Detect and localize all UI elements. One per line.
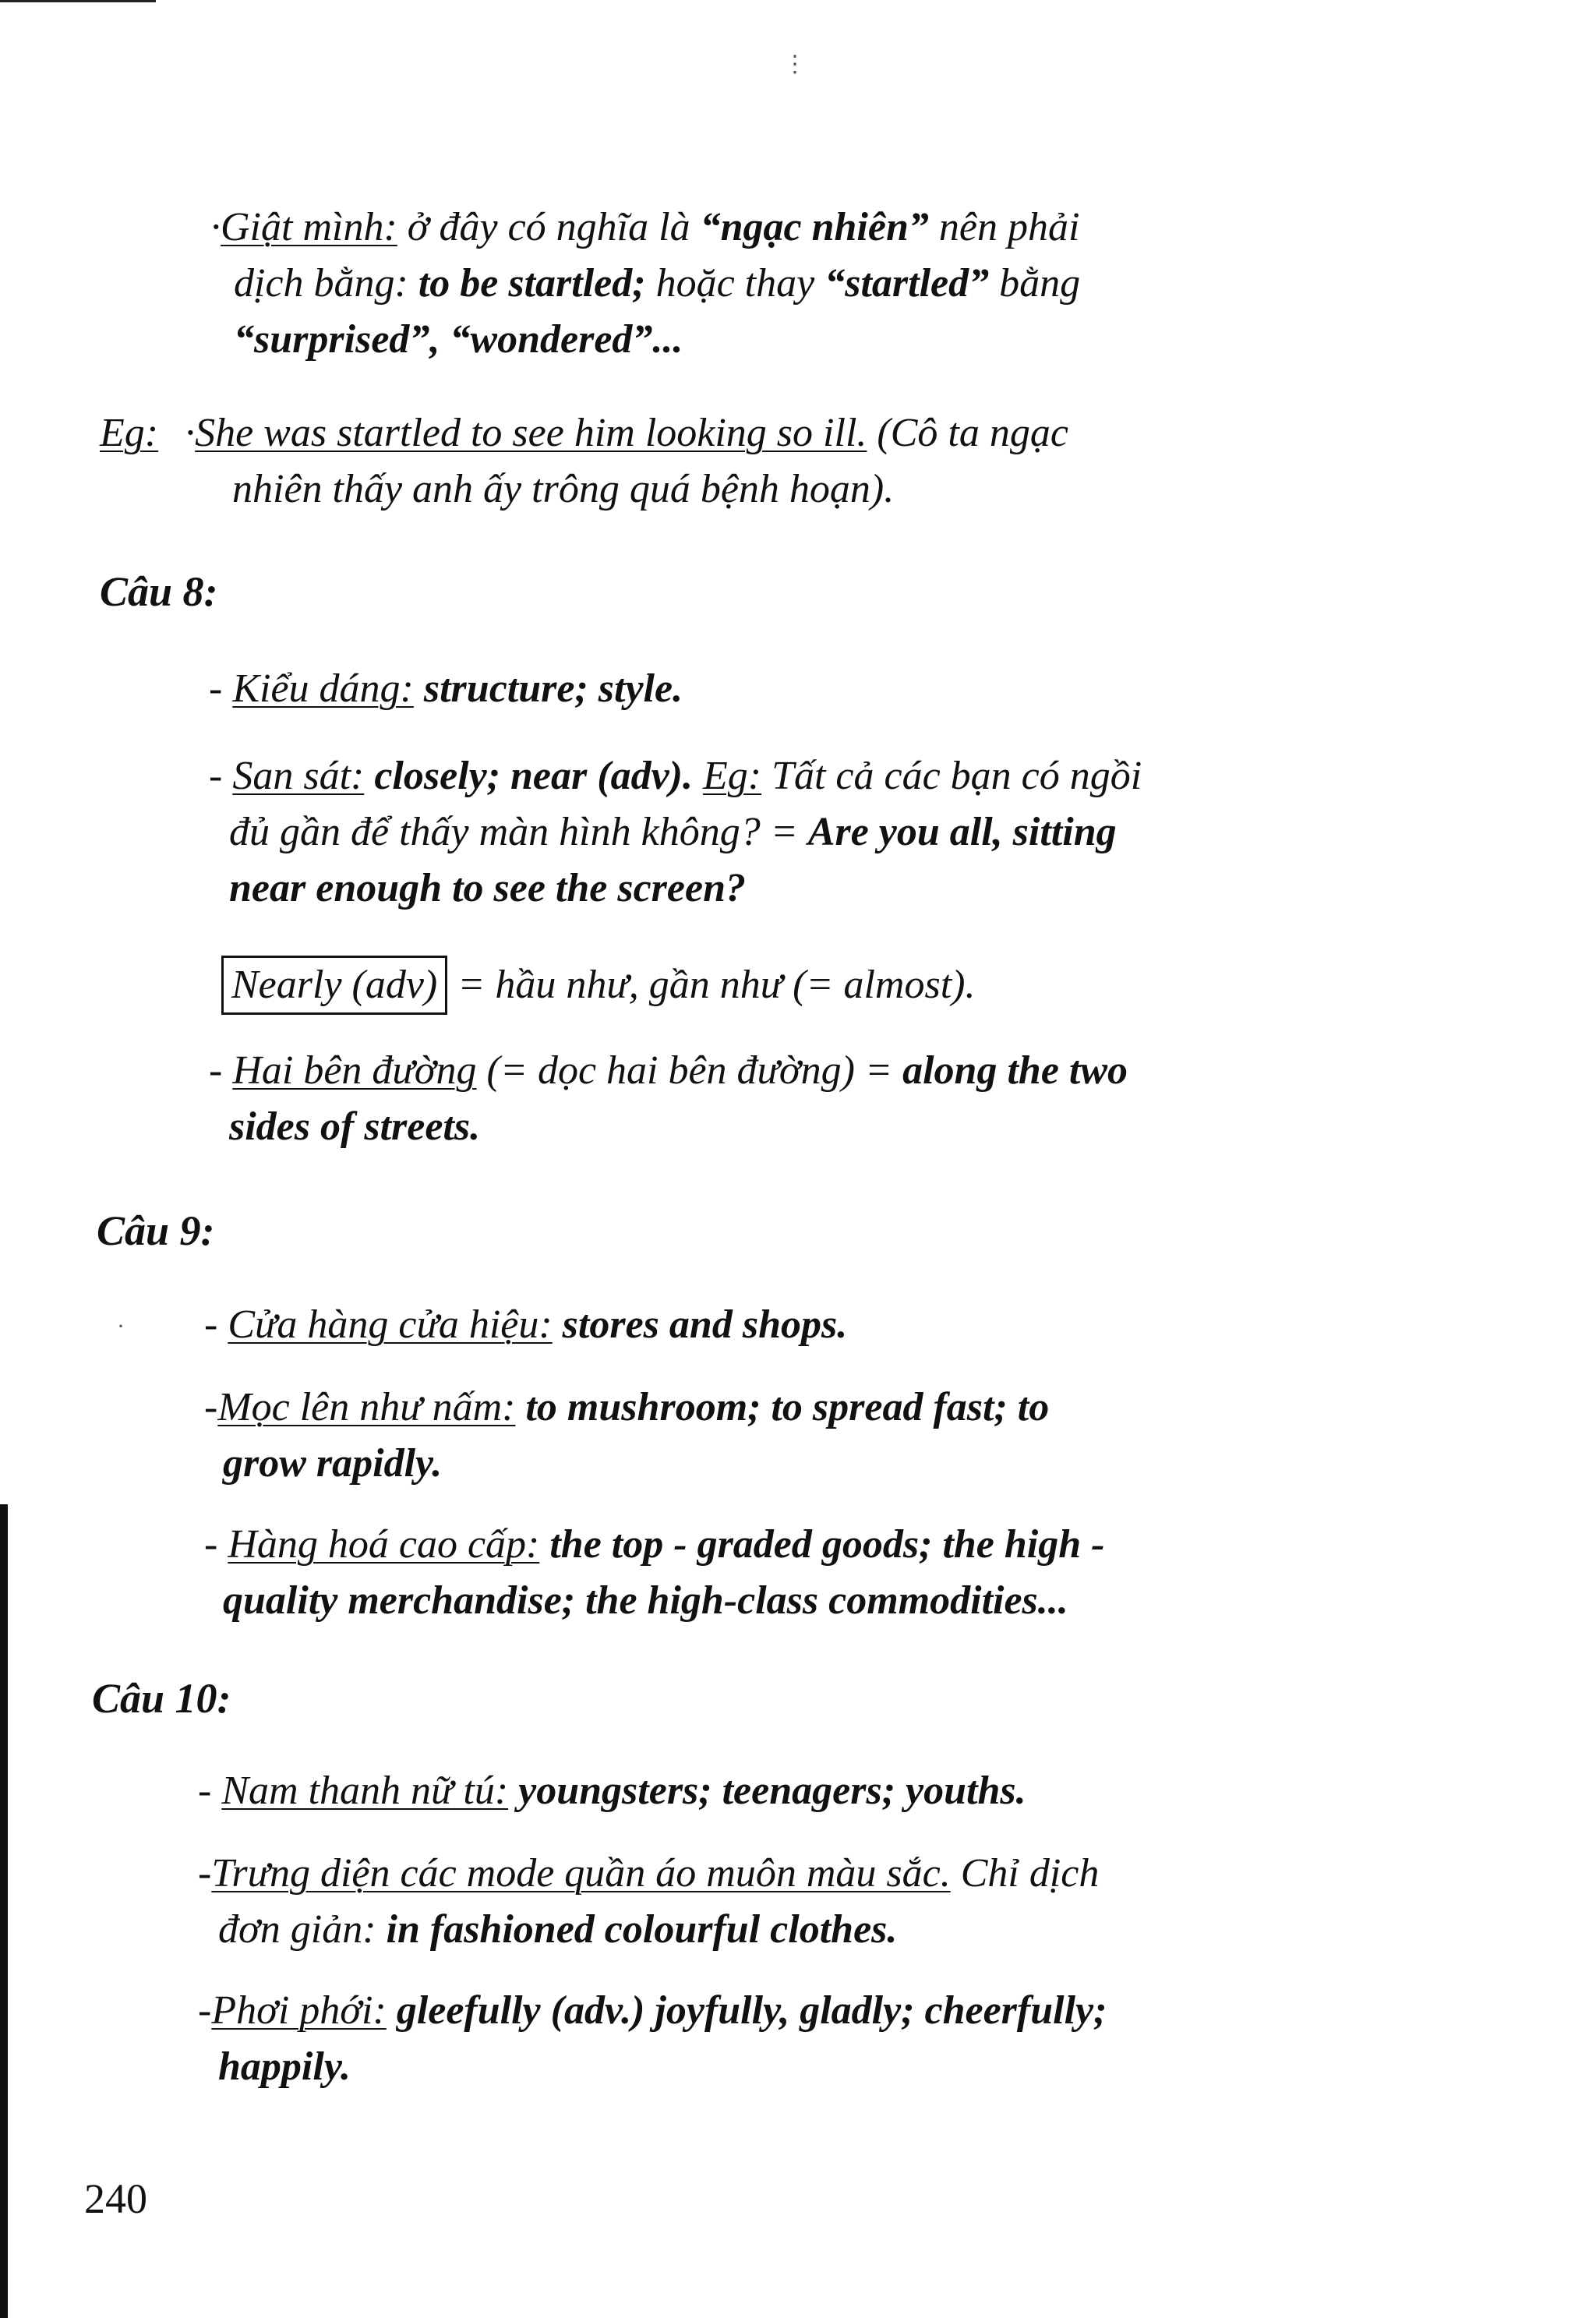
term: Phơi phới:	[211, 1988, 387, 2033]
entry-phoi-phoi: -Phơi phới: gleefully (adv.) joyfully, gladly; cheerfully; happily.	[198, 1988, 1107, 2089]
example-label: Eg:	[100, 411, 159, 455]
entry-san-sat: - San sát: closely; near (adv). Eg: Tất cả các bạn có ngồi đủ gần để thấy màn hình không? = Are you all, sitting near enough to see the screen?	[209, 754, 1142, 910]
entry-giat-minh: ·Giật mình: ở đây có nghĩa là “ngạc nhiên” nên phải dịch bằng: to be startled; hoặc thay “startled” bằng “surprised”, “wondered”...	[210, 205, 1081, 362]
term: Giật mình:	[221, 205, 397, 249]
section-heading-cau-9: Câu 9:	[97, 1207, 215, 1254]
scan-speck: ⋮	[783, 51, 807, 77]
entry-hang-hoa: - Hàng hoá cao cấp: the top - graded goods; the high - quality merchandise; the high-class commodities...	[204, 1522, 1105, 1623]
entry-nam-thanh: - Nam thanh nữ tú: youngsters; teenagers; youths.	[198, 1769, 1026, 1813]
example-sentence: She was startled to see him looking so ill.	[195, 411, 867, 455]
term: Hai bên đường	[232, 1048, 477, 1093]
term: Nam thanh nữ tú:	[221, 1769, 509, 1813]
term: Hàng hoá cao cấp:	[228, 1522, 540, 1567]
term: Trưng diện các mode quần áo muôn màu sắc.	[211, 1851, 951, 1896]
example-label: Eg:	[702, 754, 762, 798]
example-startled: Eg: ·She was startled to see him looking so ill. (Cô ta ngạc nhiên thấy anh ấy trông quá bệnh hoạn).	[100, 411, 1068, 511]
term: Mọc lên như nấm:	[217, 1385, 516, 1429]
term: Cửa hàng cửa hiệu:	[228, 1302, 553, 1347]
entry-nearly: Nearly (adv) = hầu như, gần như (= almost).	[221, 956, 975, 1015]
binding-edge-shadow	[0, 1504, 8, 2318]
section-heading-cau-10: Câu 10:	[92, 1675, 231, 1722]
entry-moc-len: -Mọc lên như nấm: to mushroom; to spread fast; to grow rapidly.	[204, 1385, 1050, 1486]
scan-speck: ·	[117, 1313, 125, 1339]
entry-cua-hang: - Cửa hàng cửa hiệu: stores and shops.	[204, 1302, 848, 1347]
term: Kiểu dáng:	[232, 666, 414, 711]
section-heading-cau-8: Câu 8:	[100, 568, 218, 615]
boxed-term: Nearly (adv)	[221, 956, 447, 1015]
entry-kieu-dang: - Kiểu dáng: structure; style.	[209, 666, 683, 711]
top-edge-rule	[0, 0, 156, 2]
term: San sát:	[232, 754, 365, 798]
page-number: 240	[84, 2175, 147, 2222]
entry-hai-ben-duong: - Hai bên đường (= dọc hai bên đường) = along the two sides of streets.	[209, 1048, 1128, 1149]
entry-trung-dien: -Trưng diện các mode quần áo muôn màu sắc. Chỉ dịch đơn giản: in fashioned colourful clothes.	[198, 1851, 1100, 1952]
